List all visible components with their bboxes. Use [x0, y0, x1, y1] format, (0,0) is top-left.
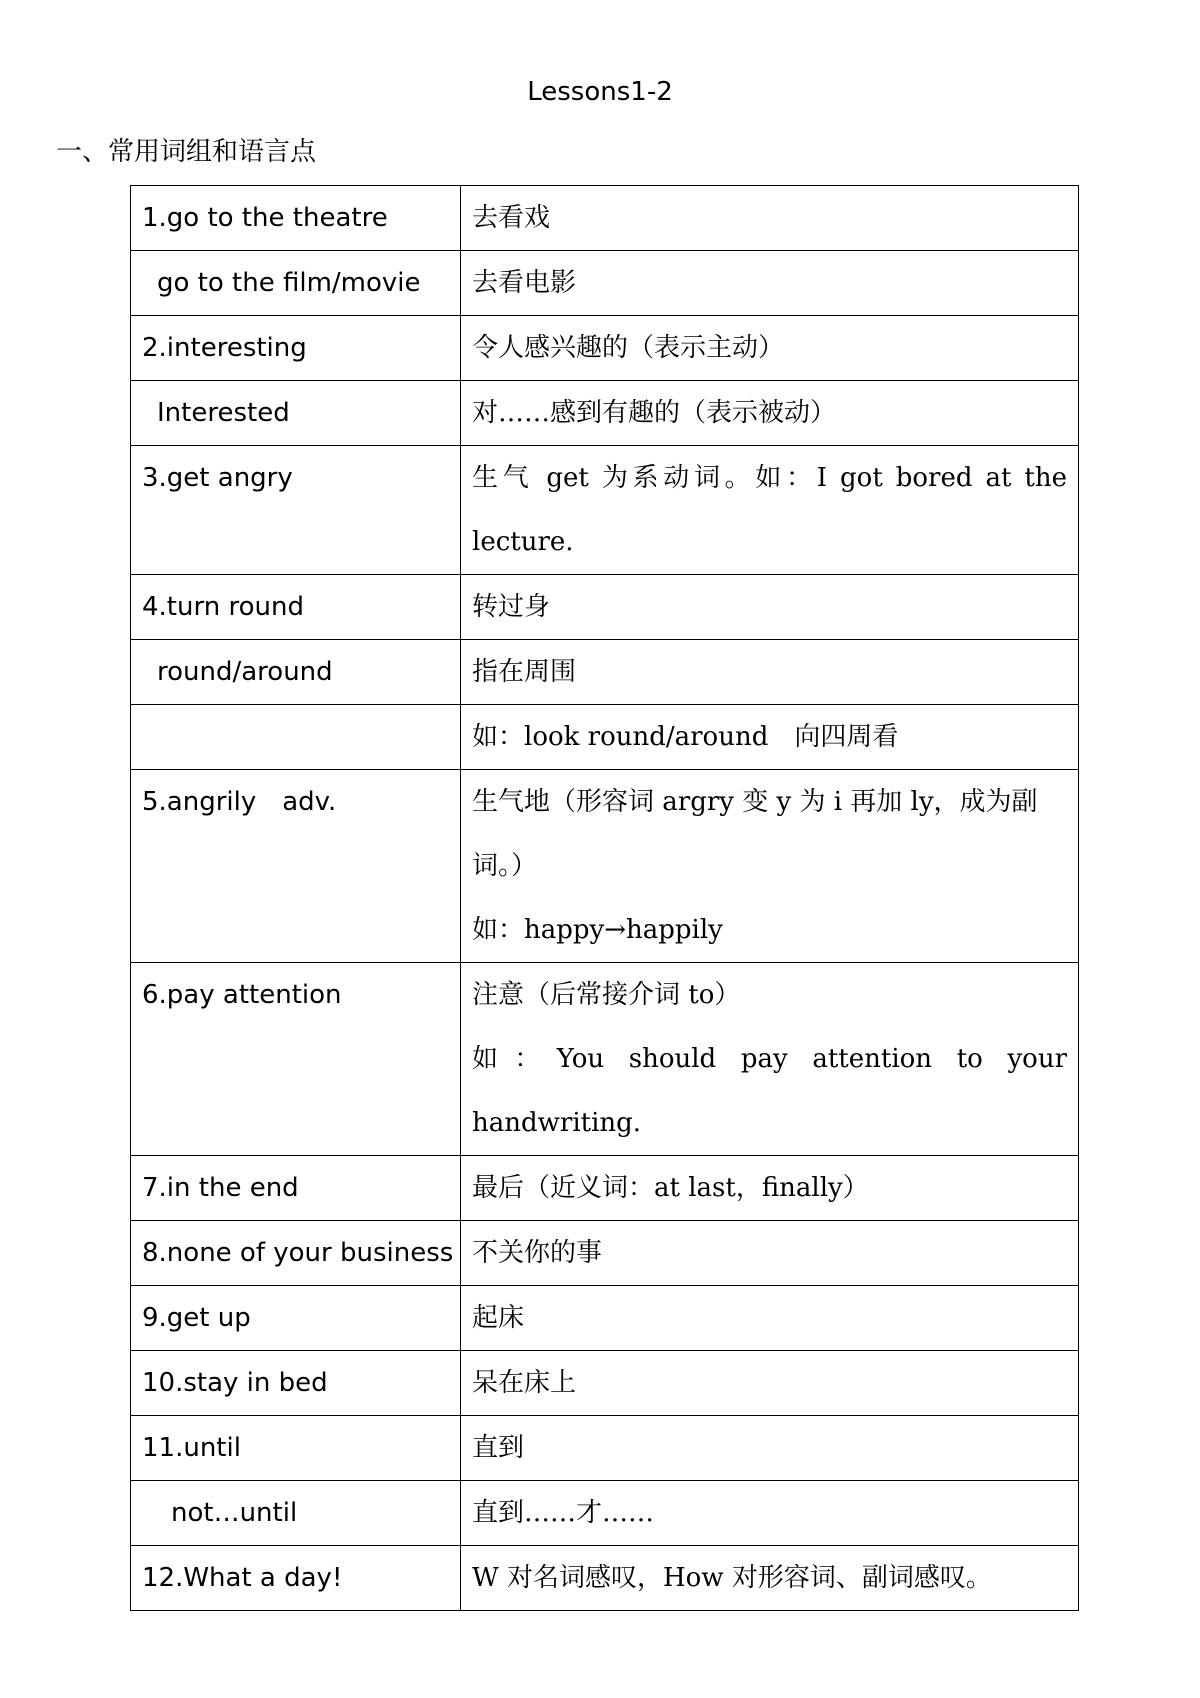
document-title: Lessons1-2 [527, 77, 673, 107]
table-row [131, 186, 1079, 251]
table-row [131, 640, 1079, 705]
term-cell: round/around [131, 640, 461, 705]
term-cell: 3.get angry [131, 446, 461, 575]
table-row [131, 1156, 1079, 1221]
definition-cell: 去看戏 [461, 186, 1079, 251]
term-cell [131, 705, 461, 770]
table-row [131, 705, 1079, 770]
table-row [131, 1416, 1079, 1481]
term-cell: 4.turn round [131, 575, 461, 640]
term-cell: 9.get up [131, 1286, 461, 1351]
definition-cell: 最后（近义词：at last，finally） [461, 1156, 1079, 1221]
definition-cell: 不关你的事 [461, 1221, 1079, 1286]
table-row [131, 963, 1079, 1156]
example-line: 如：happy→happily [472, 915, 723, 945]
table-row [131, 381, 1079, 446]
table-row [131, 1546, 1079, 1611]
table-row [131, 1351, 1079, 1416]
term-cell: 2.interesting [131, 316, 461, 381]
table-row [131, 770, 1079, 963]
definition-line: 注意（后常接介词 to） [472, 980, 741, 1010]
term-cell: 6.pay attention [131, 963, 461, 1156]
definition-cell: 生气 get 为系动词。如：I got bored at the lecture. [461, 446, 1079, 575]
term-cell: Interested [131, 381, 461, 446]
term-cell: 12.What a day! [131, 1546, 461, 1611]
term-cell: 11.until [131, 1416, 461, 1481]
definition-cell: 呆在床上 [461, 1351, 1079, 1416]
definition-line: 生气地（形容词 argry 变 y 为 i 再加 ly，成为副词。） [472, 787, 1038, 881]
definition-cell: 对……感到有趣的（表示被动） [461, 381, 1079, 446]
term-cell: 10.stay in bed [131, 1351, 461, 1416]
vocabulary-table [130, 185, 1079, 1611]
term-cell: 1.go to the theatre [131, 186, 461, 251]
table-row [131, 1481, 1079, 1546]
definition-cell: 转过身 [461, 575, 1079, 640]
example-line: 如：You should pay attention to your handwriting. [472, 1044, 1067, 1138]
definition-cell: 起床 [461, 1286, 1079, 1351]
section-heading: 一、常用词组和语言点 [56, 137, 317, 167]
table-row [131, 251, 1079, 316]
definition-cell: 如：look round/around 向四周看 [461, 705, 1079, 770]
term-cell: not…until [131, 1481, 461, 1546]
term-cell: 5.angrily adv. [131, 770, 461, 963]
definition-cell: 直到……才…… [461, 1481, 1079, 1546]
definition-cell: 去看电影 [461, 251, 1079, 316]
table-row [131, 446, 1079, 575]
term-cell: 7.in the end [131, 1156, 461, 1221]
definition-cell [461, 963, 1079, 1156]
table-row [131, 1286, 1079, 1351]
table-row [131, 575, 1079, 640]
definition-cell: 直到 [461, 1416, 1079, 1481]
table-row [131, 1221, 1079, 1286]
definition-cell: W 对名词感叹，How 对形容词、副词感叹。 [461, 1546, 1079, 1611]
term-cell: go to the film/movie [131, 251, 461, 316]
definition-cell: 指在周围 [461, 640, 1079, 705]
term-cell: 8.none of your business [131, 1221, 461, 1286]
definition-cell [461, 770, 1079, 963]
definition-cell: 令人感兴趣的（表示主动） [461, 316, 1079, 381]
table-row [131, 316, 1079, 381]
